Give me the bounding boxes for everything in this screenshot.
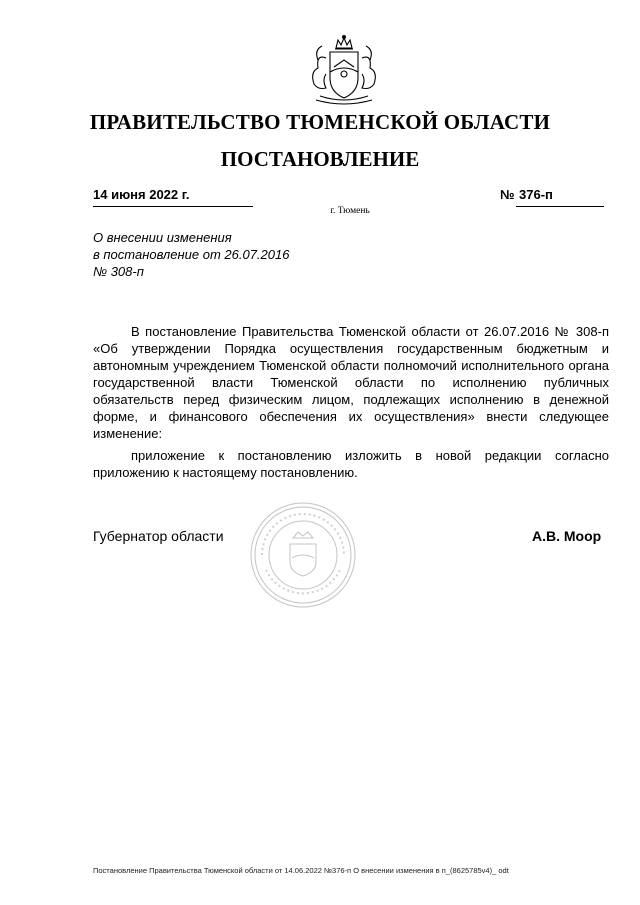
official-seal-icon [248, 500, 358, 610]
document-number: 376-п [519, 187, 553, 202]
number-sign: № [500, 187, 515, 202]
signer-title: Губернатор области [93, 528, 224, 544]
city: г. Тюмень [330, 206, 370, 216]
footer-text: Постановление Правительства Тюменской области от 14.06.2022 №376-п О внесении изменения в п_(8625785v4)_ odt [93, 866, 509, 875]
body-paragraph: В постановление Правительства Тюменской области от 26.07.2016 № 308-п «Об утверждении Порядка осуществления государственным бюджетным и автономным учреждением Тюменской области полномочий исполнительного органа государственной власти Тюменской области по исполнению публичных обязательств перед физическим лицом, подлежащих исполнению в денежной форме, и финансового обеспечения их осуществления» внести следующее изменение: [93, 324, 609, 441]
body-paragraph: приложение к постановлению изложить в новой редакции согласно приложению к настоящему постановлению. [93, 448, 609, 480]
subject-line: № 308-п [93, 264, 144, 279]
subject-line: в постановление от 26.07.2016 [93, 247, 290, 262]
government-title: ПРАВИТЕЛЬСТВО ТЮМЕНСКОЙ ОБЛАСТИ [89, 110, 551, 134]
coat-of-arms-icon [296, 34, 392, 112]
document-date: 14 июня 2022 г. [93, 187, 190, 202]
subject-line: О внесении изменения [93, 230, 232, 245]
document-subject [93, 229, 289, 280]
document-type: ПОСТАНОВЛЕНИЕ [220, 147, 420, 171]
signer-name: А.В. Моор [532, 528, 602, 544]
